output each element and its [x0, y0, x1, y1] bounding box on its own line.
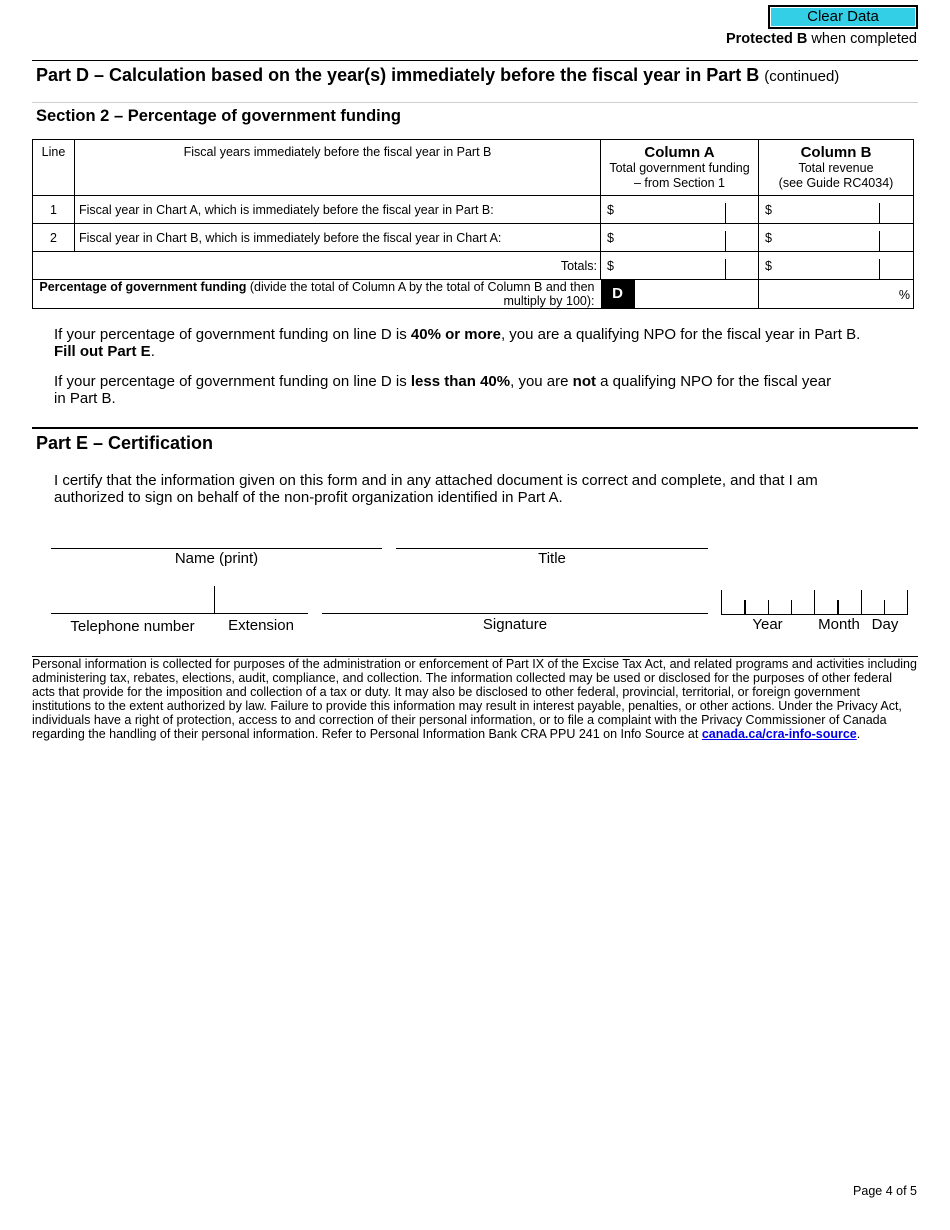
col-b-sub1: Total revenue — [798, 161, 874, 175]
row-description: Fiscal year in Chart A, which is immediately before the fiscal year in Part B: — [75, 196, 601, 224]
text: , you are a qualifying NPO for the fiscal year in Part B. — [500, 326, 861, 343]
currency-sign: $ — [607, 231, 614, 245]
col-a-title: Column A — [644, 144, 715, 161]
part-d-continued: (continued) — [764, 68, 840, 85]
table-row — [33, 196, 914, 224]
pct-bold: Percentage of government funding — [39, 280, 247, 294]
col-a-sub2: – from Section 1 — [633, 176, 725, 190]
signature-input[interactable] — [322, 613, 708, 614]
row2-col-a-input[interactable] — [601, 224, 759, 252]
month-label: Month — [818, 616, 860, 633]
instruction-less-than-40 — [54, 373, 904, 407]
text: . — [150, 343, 155, 360]
col-header-b — [759, 140, 914, 196]
bold-text: not — [572, 373, 596, 390]
col-header-line: Line — [33, 140, 75, 196]
clear-data-button[interactable]: Clear Data — [768, 5, 918, 29]
currency-sign: $ — [607, 259, 614, 273]
col-a-sub1: Total government funding — [609, 161, 750, 175]
percentage-row — [33, 280, 914, 309]
name-label: Name (print) — [174, 550, 259, 567]
section2-title: Section 2 – Percentage of government funding — [36, 107, 401, 125]
text: If your percentage of government funding on line D is — [54, 373, 411, 390]
totals-col-a[interactable] — [601, 252, 759, 280]
line-d-badge: D — [601, 280, 635, 308]
totals-label: Totals: — [33, 252, 601, 280]
percent-sign: % — [898, 288, 910, 302]
divider — [32, 60, 918, 61]
protected-bold: Protected B — [725, 31, 808, 47]
currency-sign: $ — [607, 203, 614, 217]
privacy-text: Personal information is collected for purposes of the administration or enforcement of Part IX of the Excise Tax Act, and related programs and activities including administering tax, rebates, elections, audit, compliance, and collection. The information collected may be used or disclosed for the purposes of other federal acts that provide for the imposition and collection of a tax or duty. It may also be disclosed to other federal, provincial, territorial, or foreign government institutions to the extent authorized by law. Failure to provide this information may result in interest payable, penalties, or other actions. Under the Privacy Act, individuals have a right of protection, access to and correction of their personal information, or to file a complaint with the Privacy Commissioner of Canada regarding the handling of their personal information. Refer to Personal Information Bank CRA PPU 241 on Info Source at — [32, 657, 917, 741]
extension-input[interactable] — [214, 613, 308, 614]
row1-col-b-input[interactable] — [759, 196, 914, 224]
text: authorized to sign on behalf of the non-profit organization identified in Part A. — [54, 489, 563, 506]
col-b-title: Column B — [800, 144, 872, 161]
text: I certify that the information given on this form and in any attached document is correct and complete, and that I am — [54, 472, 818, 489]
text: . — [856, 727, 861, 741]
part-d-title — [36, 65, 839, 86]
line-number: 1 — [33, 196, 75, 224]
row2-col-b-input[interactable] — [759, 224, 914, 252]
divider — [32, 427, 918, 429]
pct-rest: (divide the total of Column A by the total of Column B and then multiply by 100): — [246, 280, 595, 308]
table-row — [33, 224, 914, 252]
percentage-label — [33, 280, 601, 309]
title-input[interactable] — [396, 548, 708, 549]
line-d-cell — [601, 280, 759, 309]
percentage-input[interactable] — [759, 280, 914, 309]
page-number: Page 4 of 5 — [853, 1184, 917, 1198]
row-description: Fiscal year in Chart B, which is immediately before the fiscal year in Chart A: — [75, 224, 601, 252]
certification-text — [54, 472, 904, 506]
currency-sign: $ — [765, 231, 772, 245]
info-source-link[interactable]: canada.ca/cra-info-source — [701, 727, 857, 741]
text: a qualifying NPO for the fiscal year — [595, 373, 832, 390]
divider — [214, 586, 215, 614]
government-funding-table — [32, 139, 914, 309]
title-label: Title — [538, 550, 566, 567]
instruction-40-or-more — [54, 326, 904, 360]
currency-sign: $ — [765, 203, 772, 217]
text: , you are — [510, 373, 573, 390]
protected-rest: when completed — [807, 31, 917, 47]
privacy-statement — [32, 657, 918, 741]
date-input[interactable] — [721, 590, 908, 615]
divider — [32, 102, 918, 103]
year-label: Year — [752, 616, 783, 633]
telephone-input[interactable] — [51, 613, 214, 614]
part-d-title-text: Part D – Calculation based on the year(s) immediately before the fiscal year in Part B — [36, 65, 760, 85]
protected-b-label — [726, 31, 917, 47]
telephone-label: Telephone number — [70, 618, 195, 635]
currency-sign: $ — [765, 259, 772, 273]
day-label: Day — [871, 616, 899, 633]
text: in Part B. — [54, 390, 116, 407]
bold-text: Fill out Part E — [54, 343, 151, 360]
col-header-desc: Fiscal years immediately before the fiscal year in Part B — [75, 140, 601, 196]
part-e-title: Part E – Certification — [36, 433, 214, 453]
totals-col-b[interactable] — [759, 252, 914, 280]
bold-text: less than 40% — [410, 373, 511, 390]
row1-col-a-input[interactable] — [601, 196, 759, 224]
text: If your percentage of government funding on line D is — [54, 326, 411, 343]
totals-row — [33, 252, 914, 280]
bold-text: 40% or more — [410, 326, 501, 343]
extension-label: Extension — [228, 617, 294, 634]
name-input[interactable] — [51, 548, 382, 549]
signature-label: Signature — [482, 616, 548, 633]
line-number: 2 — [33, 224, 75, 252]
col-b-sub2: (see Guide RC4034) — [778, 176, 894, 190]
col-header-a — [601, 140, 759, 196]
